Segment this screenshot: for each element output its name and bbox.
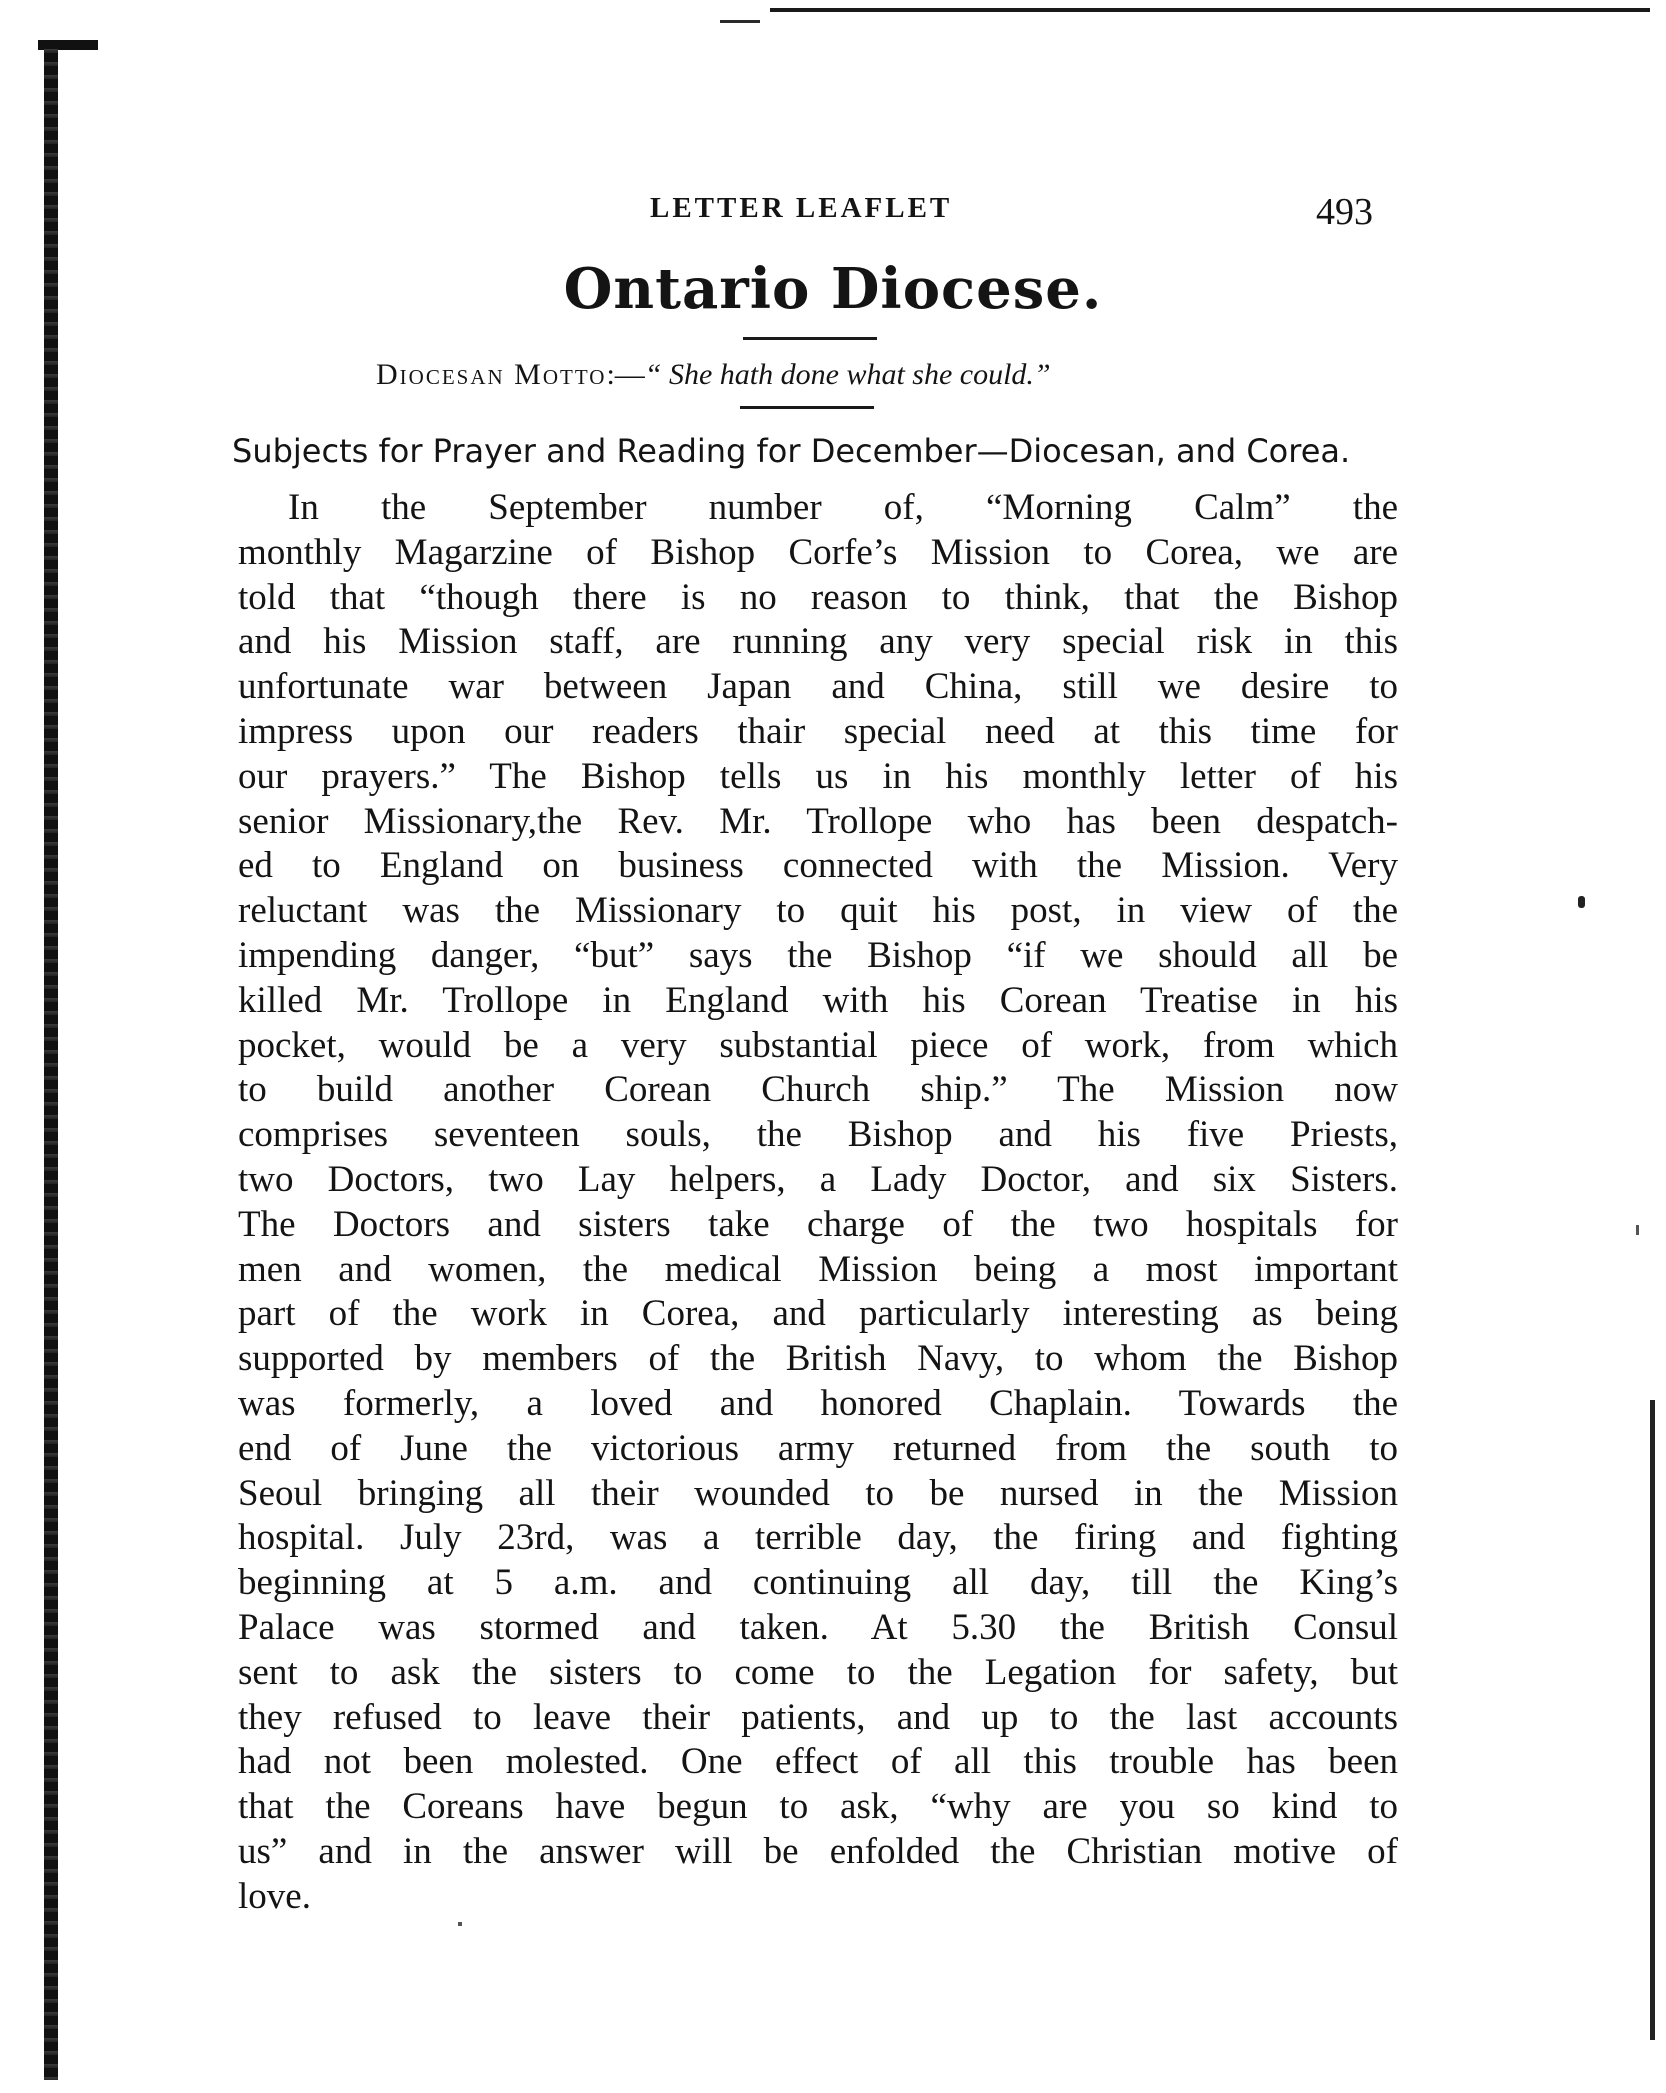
- diocesan-motto: [376, 358, 1051, 392]
- page-number: 493: [1316, 191, 1373, 233]
- body-line: supported by members of the British Navy, to whom the Bishop: [238, 1338, 1398, 1380]
- body-line: In the September number of, “Morning Calm” the: [288, 487, 1398, 528]
- body-line: Seoul bringing all their wounded to be nursed in the Mission: [238, 1472, 1398, 1514]
- body-line: senior Missionary,the Rev. Mr. Trollope who has been despatch-: [238, 800, 1398, 842]
- right-page-edge: [1650, 1400, 1655, 2040]
- ink-dot: [1578, 896, 1585, 908]
- body-line: unfortunate war between Japan and China, still we desire to: [238, 666, 1398, 708]
- top-dash: [720, 20, 760, 23]
- subjects-heading: Subjects for Prayer and Reading for December—Diocesan, and Corea.: [232, 432, 1351, 470]
- body-line: and his Mission staff, are running any very special risk in this: [238, 621, 1398, 663]
- page-title: Ontario Diocese.: [563, 256, 1103, 322]
- body-line: was formerly, a loved and honored Chaplain. Towards the: [238, 1382, 1398, 1424]
- body-line: end of June the victorious army returned from the south to: [238, 1427, 1398, 1469]
- body-line: us” and in the answer will be enfolded the Christian motive of: [238, 1830, 1398, 1872]
- top-rule: [770, 8, 1650, 12]
- motto-rule: [740, 406, 874, 409]
- body-line: part of the work in Corea, and particularly interesting as being: [238, 1293, 1398, 1335]
- body-line: hospital. July 23rd, was a terrible day, the firing and fighting: [238, 1517, 1398, 1559]
- motto-label: Diocesan Motto: [376, 358, 607, 391]
- body-line: ed to England on business connected with the Mission. Very: [238, 845, 1398, 887]
- body-line: beginning at 5 a.m. and continuing all day, till the King’s: [238, 1562, 1398, 1604]
- body-line: The Doctors and sisters take charge of the two hospitals for: [238, 1203, 1398, 1245]
- binding-edge: [44, 40, 58, 2080]
- body-line: two Doctors, two Lay helpers, a Lady Doctor, and six Sisters.: [238, 1158, 1398, 1200]
- motto-separator: :—: [606, 358, 645, 391]
- body-line: Palace was stormed and taken. At 5.30 the British Consul: [238, 1606, 1398, 1648]
- letter-body: [238, 486, 1398, 1920]
- body-line: had not been molested. One effect of all this trouble has been: [238, 1741, 1398, 1783]
- body-line: they refused to leave their patients, and up to the last accounts: [238, 1696, 1398, 1738]
- body-line: to build another Corean Church ship.” The Mission now: [238, 1069, 1398, 1111]
- body-line: reluctant was the Missionary to quit his post, in view of the: [238, 890, 1398, 932]
- running-head: LETTER LEAFLET: [650, 192, 953, 224]
- body-line: love.: [238, 1875, 311, 1917]
- ink-tick: [1636, 1225, 1639, 1235]
- stray-mark: [458, 1922, 462, 1926]
- motto-quote: “ She hath done what she could.”: [644, 358, 1051, 391]
- body-line: sent to ask the sisters to come to the Legation for safety, but: [238, 1651, 1398, 1693]
- body-line: monthly Magarzine of Bishop Corfe’s Mission to Corea, we are: [238, 531, 1398, 573]
- body-line: men and women, the medical Mission being a most important: [238, 1248, 1398, 1290]
- body-line: killed Mr. Trollope in England with his Corean Treatise in his: [238, 979, 1398, 1021]
- body-line: told that “though there is no reason to think, that the Bishop: [238, 576, 1398, 618]
- body-line: impress upon our readers thair special need at this time for: [238, 710, 1398, 752]
- body-line: impending danger, “but” says the Bishop “if we should all be: [238, 934, 1398, 976]
- body-line: pocket, would be a very substantial piece of work, from which: [238, 1024, 1398, 1066]
- body-line: comprises seventeen souls, the Bishop and his five Priests,: [238, 1114, 1398, 1156]
- body-line: our prayers.” The Bishop tells us in his monthly letter of his: [238, 755, 1398, 797]
- body-line: that the Coreans have begun to ask, “why are you so kind to: [238, 1786, 1398, 1828]
- title-rule: [743, 337, 877, 340]
